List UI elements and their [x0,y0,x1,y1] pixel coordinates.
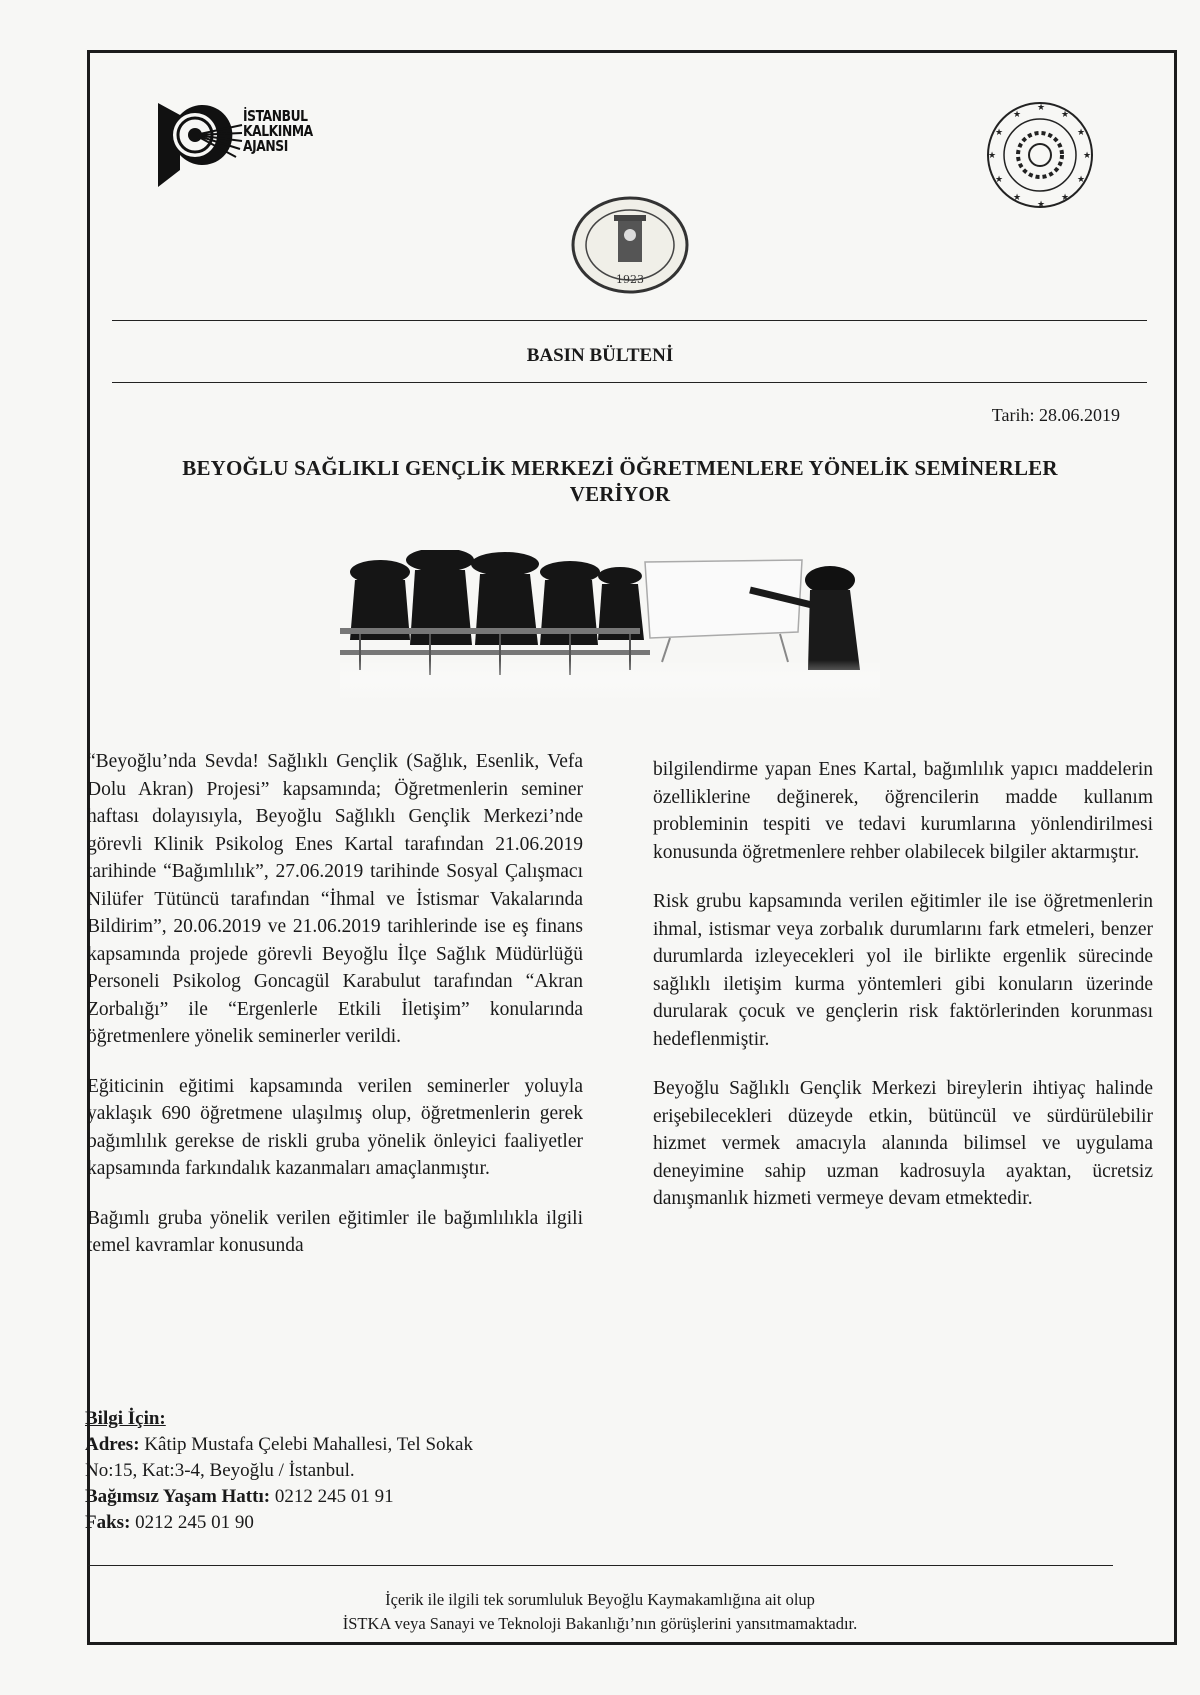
svg-text:★: ★ [1013,110,1022,120]
headline-line-2: VERİYOR [569,482,671,506]
seminar-illustration [340,550,880,700]
istka-logo-text: İSTANBUL KALKINMA AJANSI [243,107,313,155]
body-paragraph: Eğiticinin eğitimi kapsamında verilen seminerler yoluyla yaklaşık 690 öğretmene ulaşılmış olup, öğretmenlerin gerek bağımlılık gerekse de riskli gruba yönelik önleyici faaliyetler kapsamında farkındalık kazanmaları amaçlanmıştır. [87,1075,583,1179]
headline [120,455,1120,507]
header-rule-top [112,320,1147,321]
fax-value: 0212 245 01 90 [135,1512,254,1533]
svg-text:★: ★ [1013,193,1022,203]
hotline-label: Bağımsız Yaşam Hattı: [85,1486,271,1507]
svg-text:★: ★ [1037,200,1046,210]
beyoglu-kaymakamligi-seal [570,195,690,295]
istka-logo [150,95,320,195]
date-label: Tarih: 28.06.2019 [991,405,1120,425]
address-line [85,1432,473,1458]
body-column-right [653,756,1153,1235]
address-value-2: No:15, Kat:3-4, Beyoğlu / İstanbul. [85,1460,355,1481]
footer-line-1: İçerik ile ilgili tek sorumluluk Beyoğlu Kaymakamlığına ait olup [385,1590,815,1609]
footer-disclaimer [0,1588,1200,1636]
fax-line [85,1510,473,1536]
svg-text:★: ★ [995,175,1004,185]
fax-label: Faks: [85,1512,131,1533]
address-label: Adres: [85,1434,140,1455]
svg-text:★: ★ [1077,175,1086,185]
contact-info [85,1406,473,1536]
svg-text:★: ★ [1037,103,1046,113]
footer-line-2: İSTKA veya Sanayi ve Teknoloji Bakanlığı’nın görüşlerini yansıtmamaktadır. [342,1614,858,1633]
body-paragraph: Risk grubu kapsamında verilen eğitimler ile ise öğretmenlerin ihmal, istismar veya zorbalık durumlarını fark etmeleri, benzer durumlarda izleyecekleri yol ile birlikte ergenlik sürecinde sağlıklı iletişim kurma yöntemleri gibi konuların üzerinde durularak çocuk ve gençlerin risk faktörlerinden korunması hedeflenmiştir. [653,891,1153,1050]
hotline-value: 0212 245 01 91 [274,1486,394,1507]
svg-text:★: ★ [995,128,1004,138]
sanayi-teknoloji-bakanligi-seal [985,100,1095,210]
contact-heading: Bilgi İçin: [85,1408,166,1429]
svg-text:★: ★ [988,151,997,161]
body-column-left [87,748,583,1282]
svg-text:★: ★ [1061,193,1070,203]
svg-text:★: ★ [1061,110,1070,120]
body-paragraph: bilgilendirme yapan Enes Kartal, bağımlılık yapıcı maddelerin özelliklerine değinerek, öğrencilerin madde kullanım probleminin tespiti ve tedavi kurumlarına yönlendirilmesi konusunda öğretmenlere rehber olabilecek bilgiler aktarmıştır. [653,759,1153,863]
headline-line-1: BEYOĞLU SAĞLIKLI GENÇLİK MERKEZİ ÖĞRETMENLERE YÖNELİK SEMİNERLER [182,456,1058,480]
header-rule-bottom [112,382,1147,383]
svg-text:★: ★ [1083,151,1092,161]
body-paragraph: Bağımlı gruba yönelik verilen eğitimler ile bağımlılıkla ilgili temel kavramlar konusunda [87,1207,583,1256]
body-paragraph: “Beyoğlu’nda Sevda! Sağlıklı Gençlik (Sağlık, Esenlik, Vefa Dolu Akran) Projesi” kapsamında; Öğretmenlerin seminer haftası dolayısıyla, Beyoğlu Sağlıklı Gençlik Merkezi’nde görevli Klinik Psikolog Enes Kartal tarafından 21.06.2019 tarihinde “Bağımlılık”, 27.06.2019 tarihinde Sosyal Çalışmacı Nilüfer Tütüncü tarafından “İhmal ve İstismar Vakalarında Bildirim”, 20.06.2019 ve 21.06.2019 tarihlerinde ise eş finans kapsamında projede görevli Beyoğlu İlçe Sağlık Müdürlüğü Personeli Psikolog Goncagül Karabulut tarafından “Akran Zorbalığı” ile “Ergenlerle Etkili İletişim” konularında öğretmenlere yönelik seminerler verildi. [87,751,583,1047]
body-paragraph: Beyoğlu Sağlıklı Gençlik Merkezi bireylerin ihtiyaç halinde erişebilecekleri düzeyde etkin, bütüncül ve sürdürülebilir hizmet vermek amacıyla alanında bilimsel ve uygulama deneyimine sahip uzman kadrosuyla ayaktan, ücretsiz danışmanlık hizmeti vermeye devam etmektedir. [653,1078,1153,1209]
address-value-1: Kâtip Mustafa Çelebi Mahallesi, Tel Sokak [144,1434,473,1455]
document-type: BASIN BÜLTENİ [526,345,674,366]
svg-text:1923: 1923 [616,273,644,286]
hotline-line [85,1484,473,1510]
footer-rule [88,1565,1113,1566]
svg-text:★: ★ [1077,128,1086,138]
